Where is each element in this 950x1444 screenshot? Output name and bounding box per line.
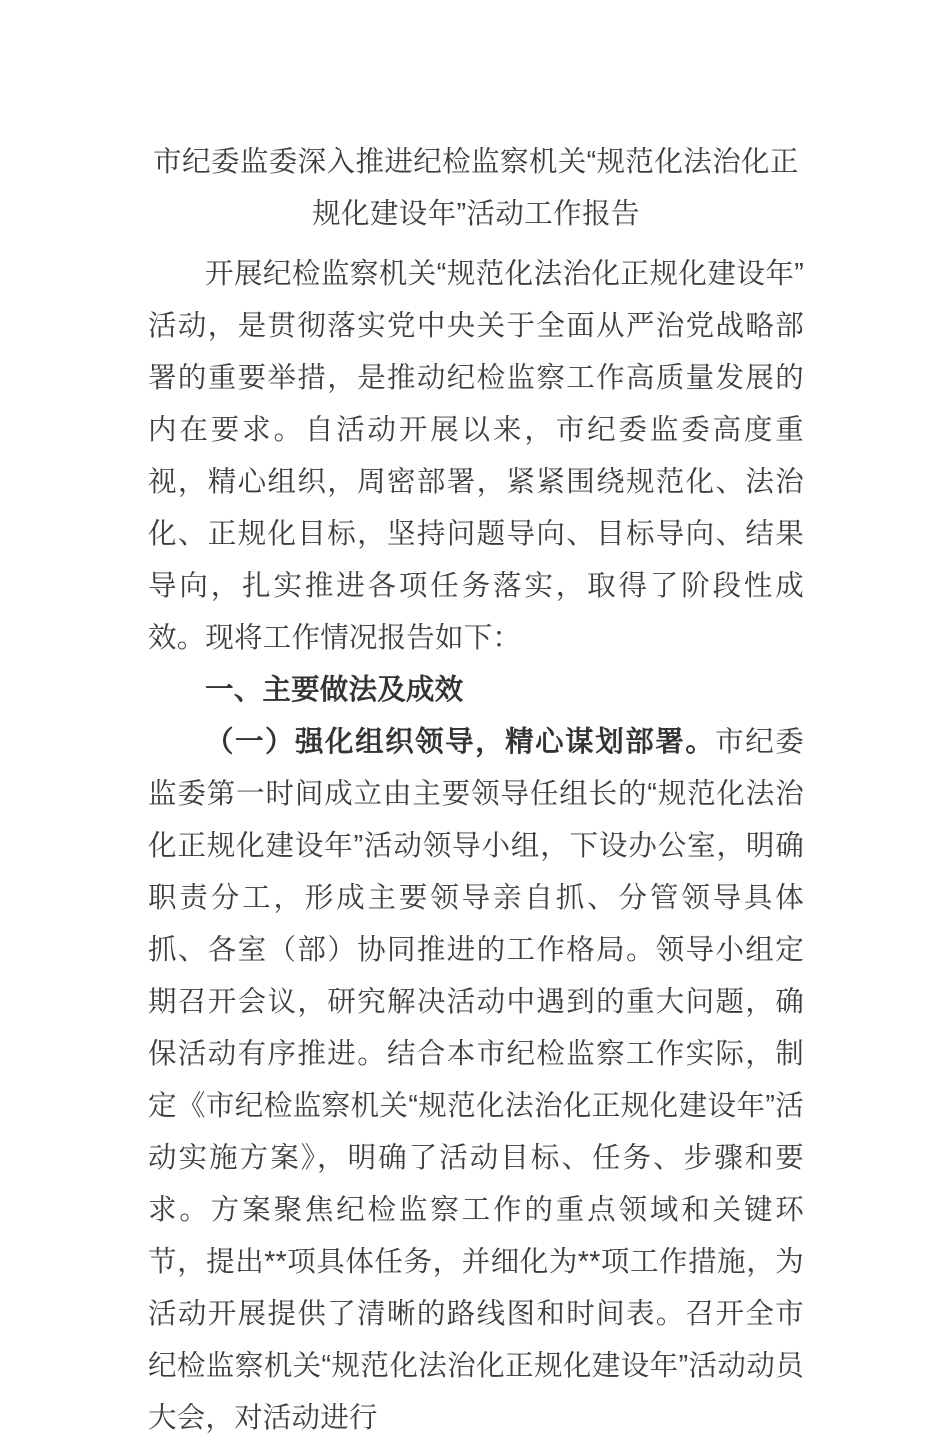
subsection-1-lead: （一）强化组织领导，精心谋划部署。	[205, 726, 716, 758]
section-heading-1-text: 一、主要做法及成效	[205, 674, 464, 706]
page-title	[148, 136, 804, 240]
subsection-1-text: 市纪委监委第一时间成立由主要领导任组长的“规范化法治化正规化建设年”活动领导小组，下设办公室，明确职责分工，形成主要领导亲自抓、分管领导具体抓、各室（部）协同推进的工作格局。领导小组定期召开会议，研究解决活动中遇到的重大问题，确保活动有序推进。结合本市纪检监察工作实际，制定《市纪检监察机关“规范化法治化正规化建设年”活动实施方案》，明确了活动目标、任务、步骤和要求。方案聚焦纪检监察工作的重点领域和关键环节，提出**项具体任务，并细化为**项工作措施，为活动开展提供了清晰的路线图和时间表。召开全市纪检监察机关“规范化法治化正规化建设年”活动动员大会，对活动进行	[148, 726, 804, 1434]
document-content	[148, 136, 804, 1444]
paragraph-intro-text: 开展纪检监察机关“规范化法治化正规化建设年”活动，是贯彻落实党中央关于全面从严治党战略部署的重要举措，是推动纪检监察工作高质量发展的内在要求。自活动开展以来，市纪委监委高度重视，精心组织，周密部署，紧紧围绕规范化、法治化、正规化目标，坚持问题导向、目标导向、结果导向，扎实推进各项任务落实，取得了阶段性成效。现将工作情况报告如下：	[148, 258, 804, 654]
subsection-1	[148, 716, 804, 1444]
page-title-text: 市纪委监委深入推进纪检监察机关“规范化法治化正规化建设年”活动工作报告	[153, 146, 799, 230]
paragraph-intro	[148, 248, 804, 664]
section-heading-1	[148, 664, 804, 716]
